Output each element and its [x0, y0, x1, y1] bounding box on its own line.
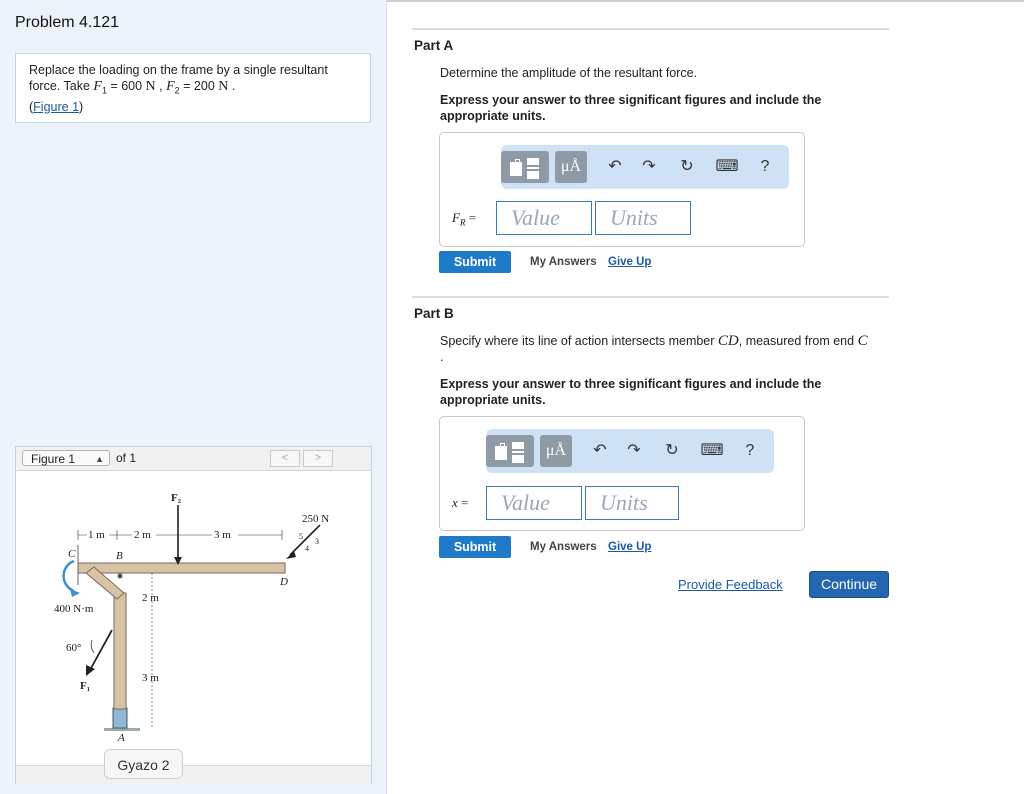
undo-icon[interactable]: ↶ — [608, 158, 622, 175]
point-D-label: D — [280, 576, 288, 588]
f2-subscript: 2 — [174, 85, 180, 96]
dim-3m-top-label: 3 m — [214, 529, 231, 541]
keyboard-icon[interactable]: ⌨ — [700, 442, 724, 459]
moment-label: 400 N·m — [54, 603, 94, 615]
dim-3m-side-label: 3 m — [142, 672, 159, 684]
x-label — [452, 495, 468, 511]
figure-header — [16, 447, 371, 471]
dim-2m-side-label: 2 m — [142, 592, 159, 604]
part-b-instruction: Express your answer to three significant figures and include the appropriate units. — [440, 377, 822, 407]
part-a-units-input[interactable]: Units — [595, 201, 691, 235]
tri-5-label: 5 — [299, 532, 303, 541]
problem-text: Replace the loading on the frame by a single resultant force. Take — [29, 63, 328, 93]
reset-icon[interactable]: ↻ — [680, 158, 694, 175]
problem-statement: Replace the loading on the frame by a single resultant force. Take $F_1 = 600$ N , $F_2 = 200$ N . (Figure 1) — [15, 53, 371, 123]
part-a-instruction: Express your answer to three significant figures and include the appropriate units. — [440, 93, 822, 123]
f2-unit: N — [218, 79, 229, 94]
dim-1m-label: 1 m — [88, 529, 105, 541]
part-b-question-mid: , measured from end — [738, 334, 858, 348]
angle-label: 60° — [66, 642, 82, 654]
force-250-label: 250 N — [302, 513, 330, 525]
fr-symbol: F — [452, 210, 460, 225]
units-icon[interactable]: μÅ — [555, 151, 587, 183]
undo-icon[interactable]: ↶ — [593, 442, 607, 459]
reset-icon[interactable]: ↻ — [665, 442, 679, 459]
point-A-label: A — [118, 732, 125, 744]
part-a-submit-button[interactable]: Submit — [439, 251, 511, 273]
f1-arrowhead — [86, 665, 95, 676]
part-b-question — [440, 333, 900, 364]
continue-button[interactable]: Continue — [809, 571, 889, 598]
part-a-answer-box — [439, 132, 805, 247]
template-icon[interactable] — [501, 151, 549, 183]
pin-B — [118, 574, 123, 579]
part-b-question-dot: . — [440, 350, 444, 364]
part-b-answer-box — [439, 416, 805, 531]
vertical-member — [114, 593, 126, 709]
figure-footer — [16, 765, 371, 784]
figure-count: of 1 — [116, 451, 137, 465]
figure-link[interactable]: Figure 1 — [33, 99, 80, 114]
f1-subscript: 1 — [101, 85, 107, 96]
x-symbol: x — [452, 495, 458, 510]
part-b-title: Part B — [414, 306, 454, 321]
f1-arrow-line — [90, 630, 112, 670]
keyboard-icon[interactable]: ⌨ — [715, 158, 739, 175]
redo-icon[interactable]: ↷ — [627, 442, 641, 459]
figure-selector-value: Figure 1 — [31, 452, 76, 466]
f1-unit: N — [145, 79, 156, 94]
horizontal-member-CD — [78, 563, 285, 573]
part-a-title: Part A — [414, 38, 454, 53]
f1-symbol: F — [93, 79, 102, 94]
figure-selector[interactable] — [22, 450, 110, 466]
tri-3-label: 3 — [315, 537, 319, 546]
f1-equals: = 600 — [106, 79, 146, 93]
part-a-question: Determine the amplitude of the resultant force. — [440, 66, 698, 80]
force-250-arrowhead — [286, 551, 296, 559]
part-a-my-answers[interactable]: My Answers — [530, 256, 597, 268]
member-cd: CD — [717, 333, 739, 349]
separator: , — [155, 79, 167, 93]
fr-subscript: R — [459, 217, 466, 228]
part-a-divider — [412, 28, 889, 30]
problem-panel — [0, 0, 387, 794]
part-b-submit-button[interactable]: Submit — [439, 536, 511, 558]
f1-label: F₁ — [80, 680, 91, 692]
part-b-units-input[interactable]: Units — [585, 486, 679, 520]
redo-icon[interactable]: ↷ — [642, 158, 656, 175]
units-icon[interactable]: μÅ — [540, 435, 572, 467]
part-b-divider — [412, 296, 889, 298]
point-C-label: C — [68, 548, 76, 560]
tri-4-label: 4 — [305, 544, 309, 553]
f2-equals: = 200 — [179, 79, 219, 93]
help-icon[interactable]: ? — [760, 158, 770, 175]
moment-arrowhead — [70, 589, 80, 597]
next-figure-button[interactable]: > — [303, 450, 333, 467]
f2-label: F₂ — [171, 492, 182, 504]
f2-symbol: F — [166, 79, 175, 94]
part-a-toolbar — [501, 145, 789, 189]
period: . — [228, 79, 236, 93]
dim-2m-top-label: 2 m — [134, 529, 151, 541]
frame-diagram — [24, 475, 364, 745]
figure-panel — [15, 446, 372, 784]
problem-title: Problem 4.121 — [15, 14, 120, 31]
provide-feedback-link[interactable]: Provide Feedback — [678, 577, 783, 592]
gyazo-badge: Gyazo 2 — [104, 749, 183, 779]
part-a-give-up[interactable]: Give Up — [608, 256, 652, 268]
help-icon[interactable]: ? — [745, 442, 755, 459]
part-a-value-input[interactable]: Value — [496, 201, 592, 235]
part-b-give-up[interactable]: Give Up — [608, 541, 652, 553]
select-arrows-icon: ▲ — [95, 454, 104, 464]
template-icon[interactable] — [486, 435, 534, 467]
x-equals: = — [457, 495, 469, 510]
prev-figure-button[interactable]: < — [270, 450, 300, 467]
support-A — [113, 708, 127, 728]
angle-arc — [91, 640, 94, 653]
part-b-question-pre: Specify where its line of action intersects member — [440, 334, 718, 348]
fr-label — [452, 210, 476, 228]
end-c: C — [857, 333, 868, 349]
moment-arc — [64, 561, 74, 591]
fr-equals: = — [465, 210, 477, 225]
part-b-my-answers[interactable]: My Answers — [530, 541, 597, 553]
part-b-toolbar — [486, 429, 774, 473]
point-B-label: B — [116, 550, 123, 562]
part-b-value-input[interactable]: Value — [486, 486, 582, 520]
